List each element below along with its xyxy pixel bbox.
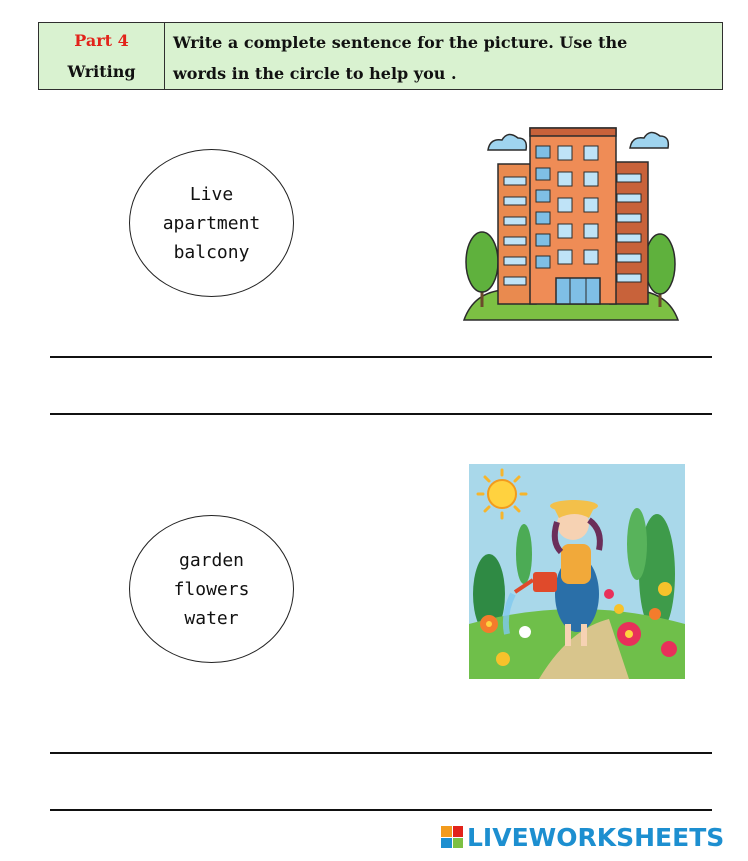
part-cell: [39, 23, 165, 89]
answer-line[interactable]: [50, 413, 712, 415]
part-label: Part 4: [74, 31, 129, 50]
word-circle-2: [129, 515, 294, 663]
word-circle-1: [129, 149, 294, 297]
exercise-header: [38, 22, 723, 90]
liveworksheets-logo: [441, 822, 724, 852]
logo-blocks-icon: [441, 826, 463, 848]
answer-line[interactable]: [50, 356, 712, 358]
circle-word: water: [184, 607, 239, 629]
circle-word: Live: [189, 183, 234, 205]
circle-word: flowers: [173, 578, 250, 600]
section-label: Writing: [67, 62, 136, 81]
answer-line[interactable]: [50, 752, 712, 754]
circle-word: balcony: [173, 241, 250, 263]
apartment-building-picture: [460, 122, 682, 327]
instruction-cell: [165, 23, 722, 89]
instruction-line-1: Write a complete sentence for the picture. Use the: [173, 33, 628, 52]
circle-word: apartment: [162, 212, 261, 234]
brand-text: LIVEWORKSHEETS: [467, 822, 725, 852]
girl-watering-flowers-picture: [469, 464, 685, 679]
instruction-line-2: words in the circle to help you .: [173, 64, 457, 83]
answer-line[interactable]: [50, 809, 712, 811]
circle-word: garden: [178, 549, 245, 571]
